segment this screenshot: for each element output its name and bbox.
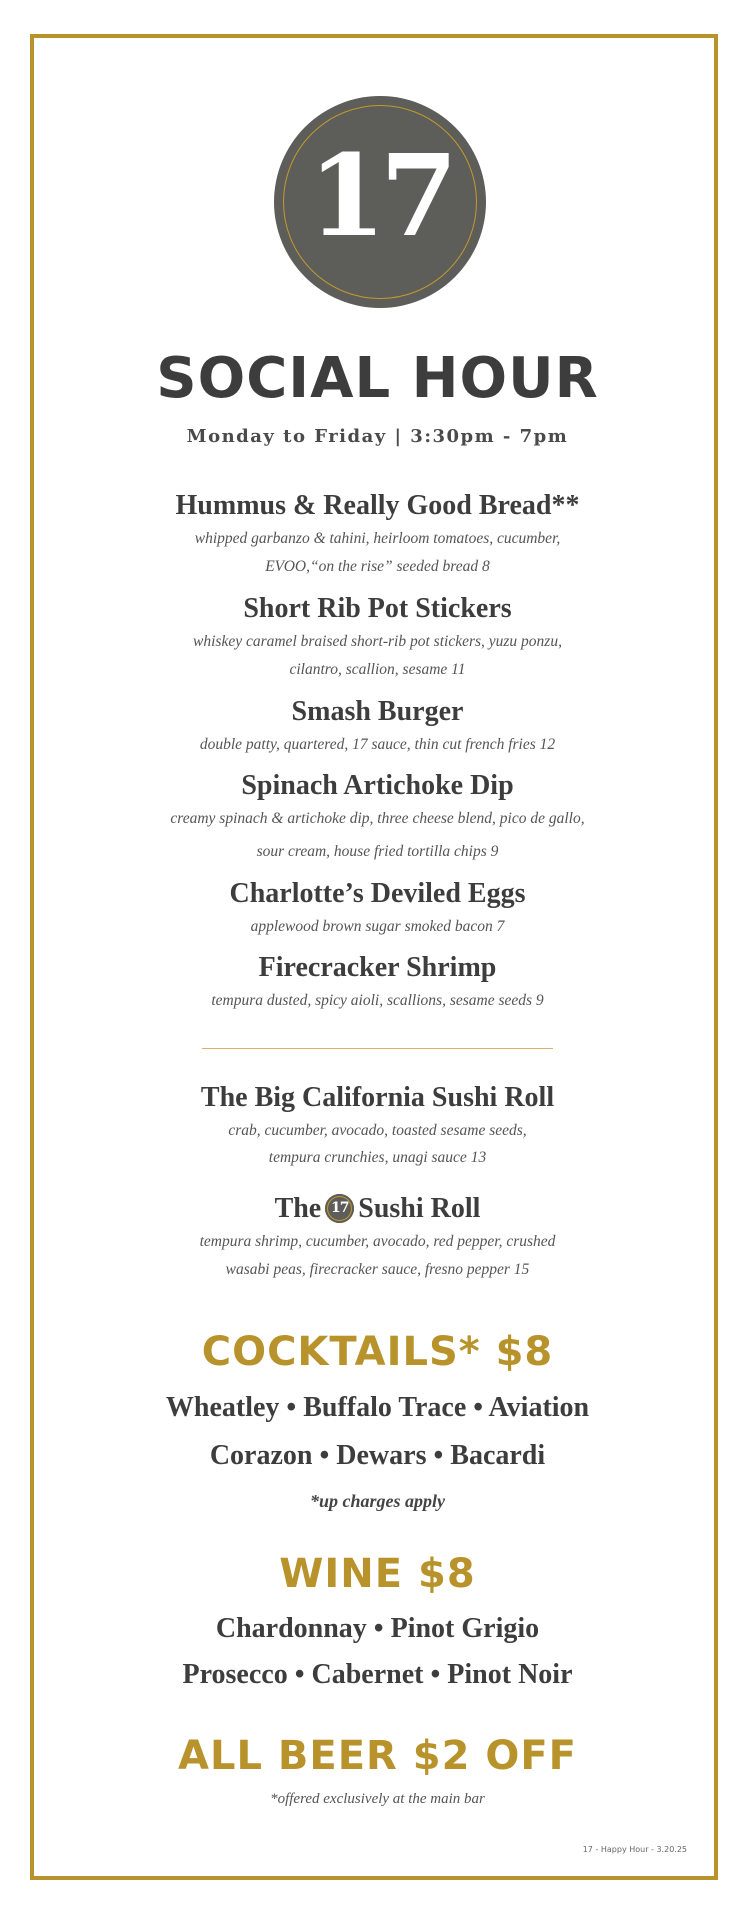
footer-code: 17 - Happy Hour - 3.20.25: [582, 1845, 687, 1854]
menu-item-desc: double patty, quartered, 17 sauce, thin cut french fries 12: [199, 736, 556, 753]
menu-item-name: Firecracker Shrimp: [258, 952, 497, 983]
sushi-name-suffix: Sushi Roll: [358, 1193, 481, 1224]
restaurant-logo: [274, 96, 486, 308]
mini-logo-icon: 17: [325, 1194, 354, 1223]
wine-heading: WINE $8: [279, 1551, 476, 1597]
menu-item-name: Short Rib Pot Stickers: [243, 593, 512, 624]
sushi-item-desc: tempura shrimp, cucumber, avocado, red pepper, crushed: [199, 1233, 556, 1250]
beer-note: *offered exclusively at the main bar: [270, 1791, 485, 1807]
logo-number: 17: [308, 131, 452, 262]
hours-text: Monday to Friday | 3:30pm - 7pm: [186, 426, 569, 447]
menu-item-desc: whipped garbanzo & tahini, heirloom tomatoes, cucumber,: [194, 530, 561, 547]
menu-item-desc: tempura dusted, spicy aioli, scallions, sesame seeds 9: [211, 992, 544, 1009]
beer-heading: ALL BEER $2 OFF: [178, 1733, 577, 1779]
cocktails-list-line-1: Wheatley • Buffalo Trace • Aviation: [165, 1392, 590, 1423]
menu-item-name: Hummus & Really Good Bread**: [175, 490, 580, 521]
menu-item-desc: cilantro, scallion, sesame 11: [289, 661, 466, 678]
sushi-item-desc: tempura crunchies, unagi sauce 13: [268, 1149, 487, 1166]
menu-item-desc: applewood brown sugar smoked bacon 7: [250, 918, 505, 935]
cocktails-note: *up charges apply: [310, 1491, 445, 1511]
sushi-name-prefix: The: [274, 1193, 322, 1224]
section-divider: [202, 1048, 553, 1049]
menu-item-desc: whiskey caramel braised short-rib pot stickers, yuzu ponzu,: [193, 633, 562, 650]
sushi-item-desc: crab, cucumber, avocado, toasted sesame seeds,: [228, 1122, 527, 1139]
menu-item-desc: sour cream, house fried tortilla chips 9: [256, 843, 499, 860]
menu-item-desc: creamy spinach & artichoke dip, three cheese blend, pico de gallo,: [170, 810, 585, 827]
page-title: SOCIAL HOUR: [156, 346, 599, 411]
wine-list-line-2: Prosecco • Cabernet • Pinot Noir: [182, 1659, 573, 1690]
cocktails-list-line-2: Corazon • Dewars • Bacardi: [209, 1440, 546, 1471]
menu-item-desc: EVOO,“on the rise” seeded bread 8: [265, 558, 490, 575]
menu-item-name: Charlotte’s Deviled Eggs: [229, 878, 526, 909]
sushi-item-name: [0, 1192, 755, 1226]
sushi-item-desc: wasabi peas, firecracker sauce, fresno pepper 15: [225, 1261, 530, 1278]
wine-list-line-1: Chardonnay • Pinot Grigio: [215, 1613, 540, 1644]
sushi-item-name: The Big California Sushi Roll: [200, 1082, 555, 1113]
menu-item-name: Smash Burger: [291, 696, 464, 727]
menu-item-name: Spinach Artichoke Dip: [241, 770, 514, 801]
cocktails-heading: COCKTAILS* $8: [201, 1329, 554, 1375]
